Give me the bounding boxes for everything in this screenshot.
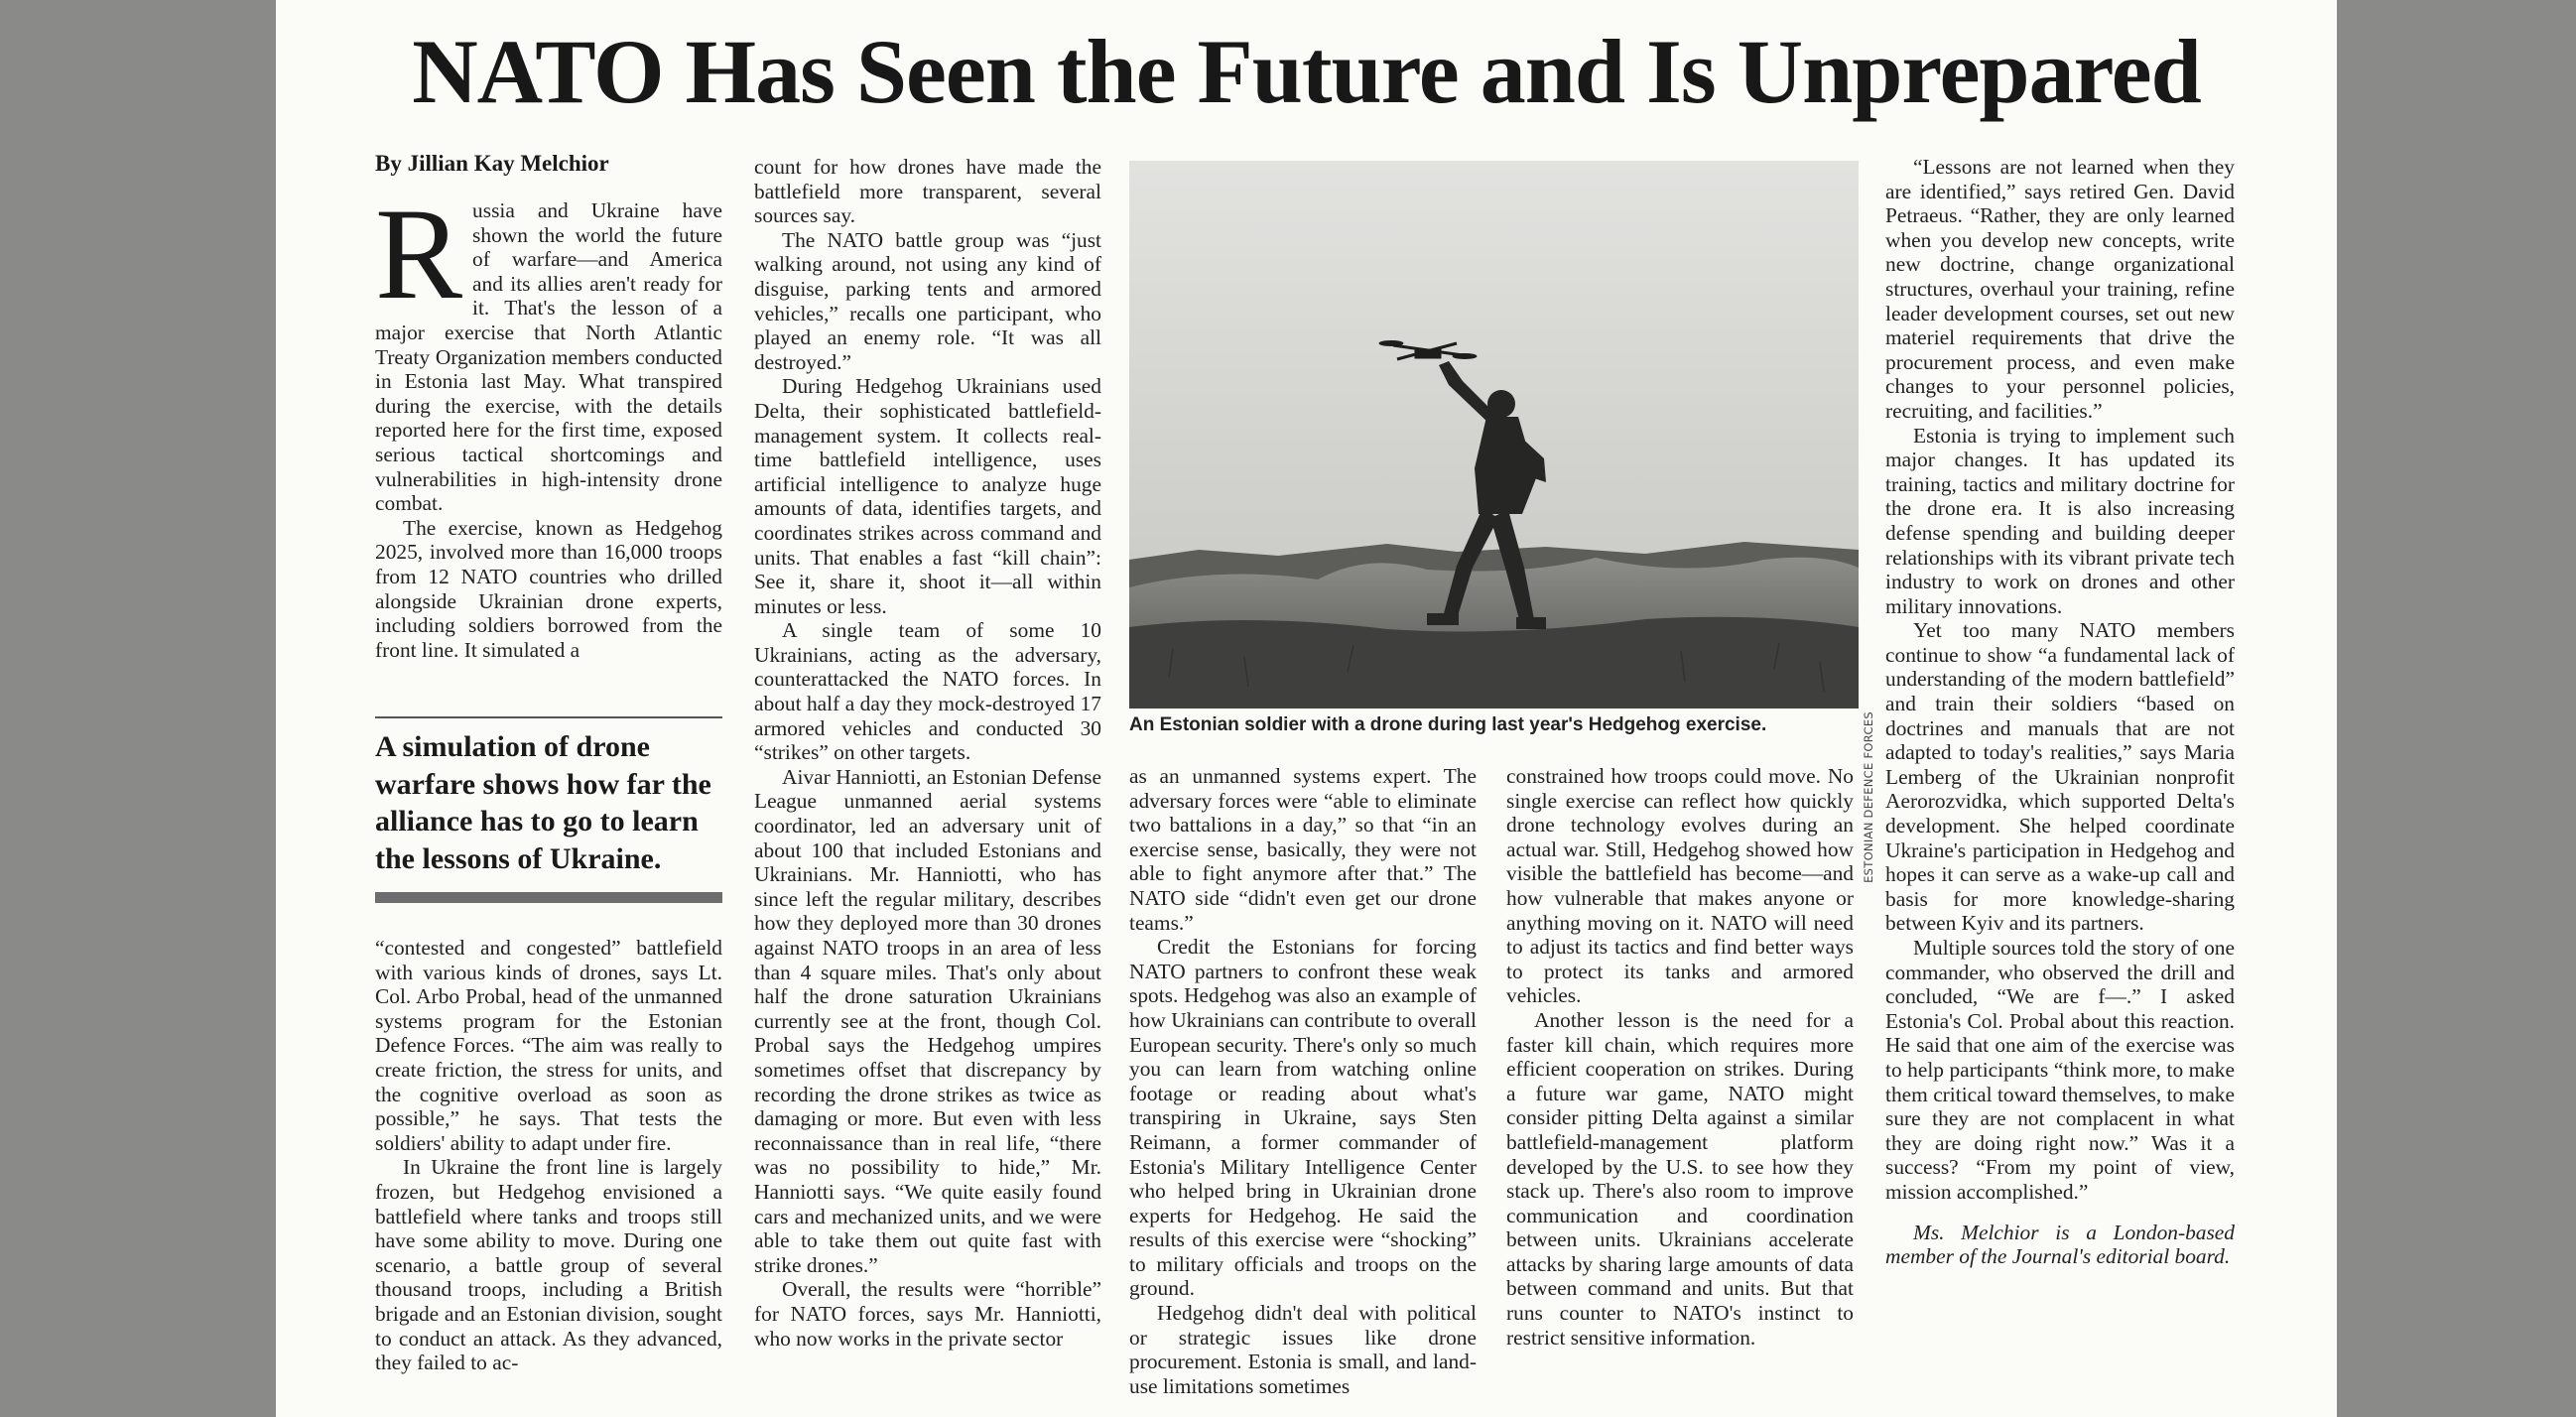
column-1-top (375, 181, 722, 662)
paragraph: The exercise, known as Hedgehog 2025, involved more than 16,000 troops from 12 NATO countries who drilled alongside Ukrainian drone experts, including soldiers borrowed from the front line. It simulated a (375, 515, 722, 662)
column-4 (1506, 764, 1854, 1350)
paragraph: count for how drones have made the battlefield more transparent, several sources say. (754, 155, 1101, 228)
pull-quote-rule-top (375, 716, 722, 718)
column-2 (754, 155, 1101, 1351)
drop-cap: R (375, 181, 463, 326)
byline: By Jillian Kay Melchior (375, 151, 609, 176)
newspaper-page (276, 0, 2337, 1417)
headline: NATO Has Seen the Future and Is Unprepared (412, 21, 2201, 122)
soldier-drone-photo (1129, 161, 1859, 708)
paragraph: Overall, the results were “horrible” for NATO forces, says Mr. Hanniotti, who now works in the private sector (754, 1277, 1101, 1351)
paragraph: ussia and Ukraine have shown the world the future of warfare—and America and its allies aren't ready for it. That's the lesson of a major exercise that North Atlantic Treaty Organization members conducted in Estonia last May. What transpired during the exercise, with the details reported here for the first time, exposed serious tactical shortcomings and vulnerabilities in high-intensity drone combat. (375, 198, 722, 516)
photo-credit: ESTONIAN DEFENCE FORCES (1862, 711, 1875, 883)
column-3 (1129, 764, 1477, 1398)
paragraph: In Ukraine the front line is largely frozen, but Hedgehog envisioned a battlefield where tanks and troops still have some ability to move. During one scenario, a battle group of several thousand troops, including a British brigade and an Estonian division, sought to conduct an attack. As they advanced, they failed to ac- (375, 1155, 722, 1375)
paragraph: A single team of some 10 Ukrainians, acting as the adversary, counterattacked the NATO forces. In about half a day they mock-destroyed 17 armored vehicles and conducted 30 “strikes” on other targets. (754, 618, 1101, 765)
paragraph: The NATO battle group was “just walking around, not using any kind of disguise, parking tents and armored vehicles,” recalls one participant, who played an enemy role. “It was all destroyed.” (754, 227, 1101, 374)
paragraph: Estonia is trying to implement such major changes. It has updated its training, tactics and military doctrine for the drone era. It is also increasing defense spending and building deeper relationships with its vibrant private tech industry to work on drones and other military innovations. (1885, 423, 2235, 618)
author-signature: Ms. Melchior is a London-based member of the Journal's editorial board. (1885, 1220, 2235, 1269)
photo-caption: An Estonian soldier with a drone during last year's Hedgehog exercise. (1129, 714, 1767, 735)
pull-quote: A simulation of drone warfare shows how far the alliance has to go to learn the lessons of Ukraine. (375, 730, 711, 875)
paragraph: Multiple sources told the story of one commander, who observed the drill and concluded, “We are f—.” I asked Estonia's Col. Probal about this reaction. He said that one aim of the exercise was to help participants “think more, to make them critical toward themselves, to make sure they are not complacent in what they are doing right now.” Was it a success? “From my point of view, mission accomplished.” (1885, 936, 2235, 1204)
paragraph: “contested and congested” battlefield with various kinds of drones, says Lt. Col. Arbo Probal, head of the unmanned systems program for the Estonian Defence Forces. “The aim was really to create friction, the stress for units, and the cognitive overload as soon as possible,” he says. That tests the soldiers' ability to adapt under fire. (375, 936, 722, 1155)
paragraph: Credit the Estonians for forcing NATO partners to confront these weak spots. Hedgehog was also an example of how Ukrainians can contribute to overall European security. There's only so much you can learn from watching online footage or reading about what's transpiring in Ukraine, says Sten Reimann, a former commander of Estonia's Military Intelligence Center who helped bring in Ukrainian drone experts for Hedgehog. He said the results of this exercise were “shocking” to military officials and troops on the ground. (1129, 935, 1477, 1301)
paragraph: Hedgehog didn't deal with political or strategic issues like drone procurement. Estonia is small, and land-use limitations sometimes (1129, 1301, 1477, 1398)
paragraph: Another lesson is the need for a faster kill chain, which requires more efficient cooperation on strikes. During a future war game, NATO might consider pitting Delta against a similar battlefield-management platform developed by the U.S. to see how they stack up. There's also room to improve communication and coordination between units. Ukrainians accelerate attacks by sharing large amounts of data between command and units. But that runs counter to NATO's instinct to restrict sensitive information. (1506, 1007, 1854, 1350)
paragraph: constrained how troops could move. No single exercise can reflect how quickly drone technology evolves during an actual war. Still, Hedgehog showed how visible the battlefield has become—and how vulnerable that makes anyone or anything moving on it. NATO will need to adjust its tactics and find better ways to protect its tanks and armored vehicles. (1506, 764, 1854, 1008)
paragraph: Yet too many NATO members continue to show “a fundamental lack of understanding of the modern battlefield” and train their soldiers “based on doctrines and manuals that are not adapted to today's realities,” says Maria Lemberg of the Ukrainian nonprofit Aerorozvidka, which supported Delta's development. She helped coordinate Ukraine's participation in Hedgehog and hopes it can serve as a wake-up call and basis for more knowledge-sharing between Kyiv and its partners. (1885, 618, 2235, 936)
paragraph: Aivar Hanniotti, an Estonian Defense League unmanned aerial systems coordinator, led an adversary unit of about 100 that included Estonians and Ukrainians. Mr. Hanniotti, who has since left the regular military, describes how they deployed more than 30 drones against NATO troops in an area of less than 4 square miles. That's only about half the drone saturation Ukrainians currently see at the front, though Col. Probal says the Hedgehog umpires sometimes offset that discrepancy by recording the drone strikes as twice as damaging or more. But even with less reconnaissance than in real life, “there was no possibility to hide,” Mr. Hanniotti says. “We quite easily found cars and mechanized units, and we were able to take them out quite fast with strike drones.” (754, 764, 1101, 1277)
paragraph: During Hedgehog Ukrainians used Delta, their sophisticated battlefield-management system. It collects real-time battlefield intelligence, uses artificial intelligence to analyze huge amounts of data, identifies targets, and coordinates strikes across command and units. That enables a fast “kill chain”: See it, share it, shoot it—all within minutes or less. (754, 374, 1101, 618)
paragraph: “Lessons are not learned when they are identified,” says retired Gen. David Petraeus. “Rather, they are only learned when you develop new concepts, write new doctrine, change organizational structures, overhaul your training, refine leader development courses, set out new materiel requirements that drive the procurement process, and even make changes to your personnel policies, recruiting, and facilities.” (1885, 155, 2235, 423)
column-5 (1885, 155, 2235, 1269)
pull-quote-rule-bottom (375, 892, 722, 903)
column-1-bottom (375, 936, 722, 1375)
photo-illustration (1129, 161, 1859, 708)
paragraph: as an unmanned systems expert. The adversary forces were “able to eliminate two battalions in a day,” so that “in an exercise sense, basically, they were not able to fight anymore after that.” The NATO side “didn't even get our drone teams.” (1129, 764, 1477, 935)
